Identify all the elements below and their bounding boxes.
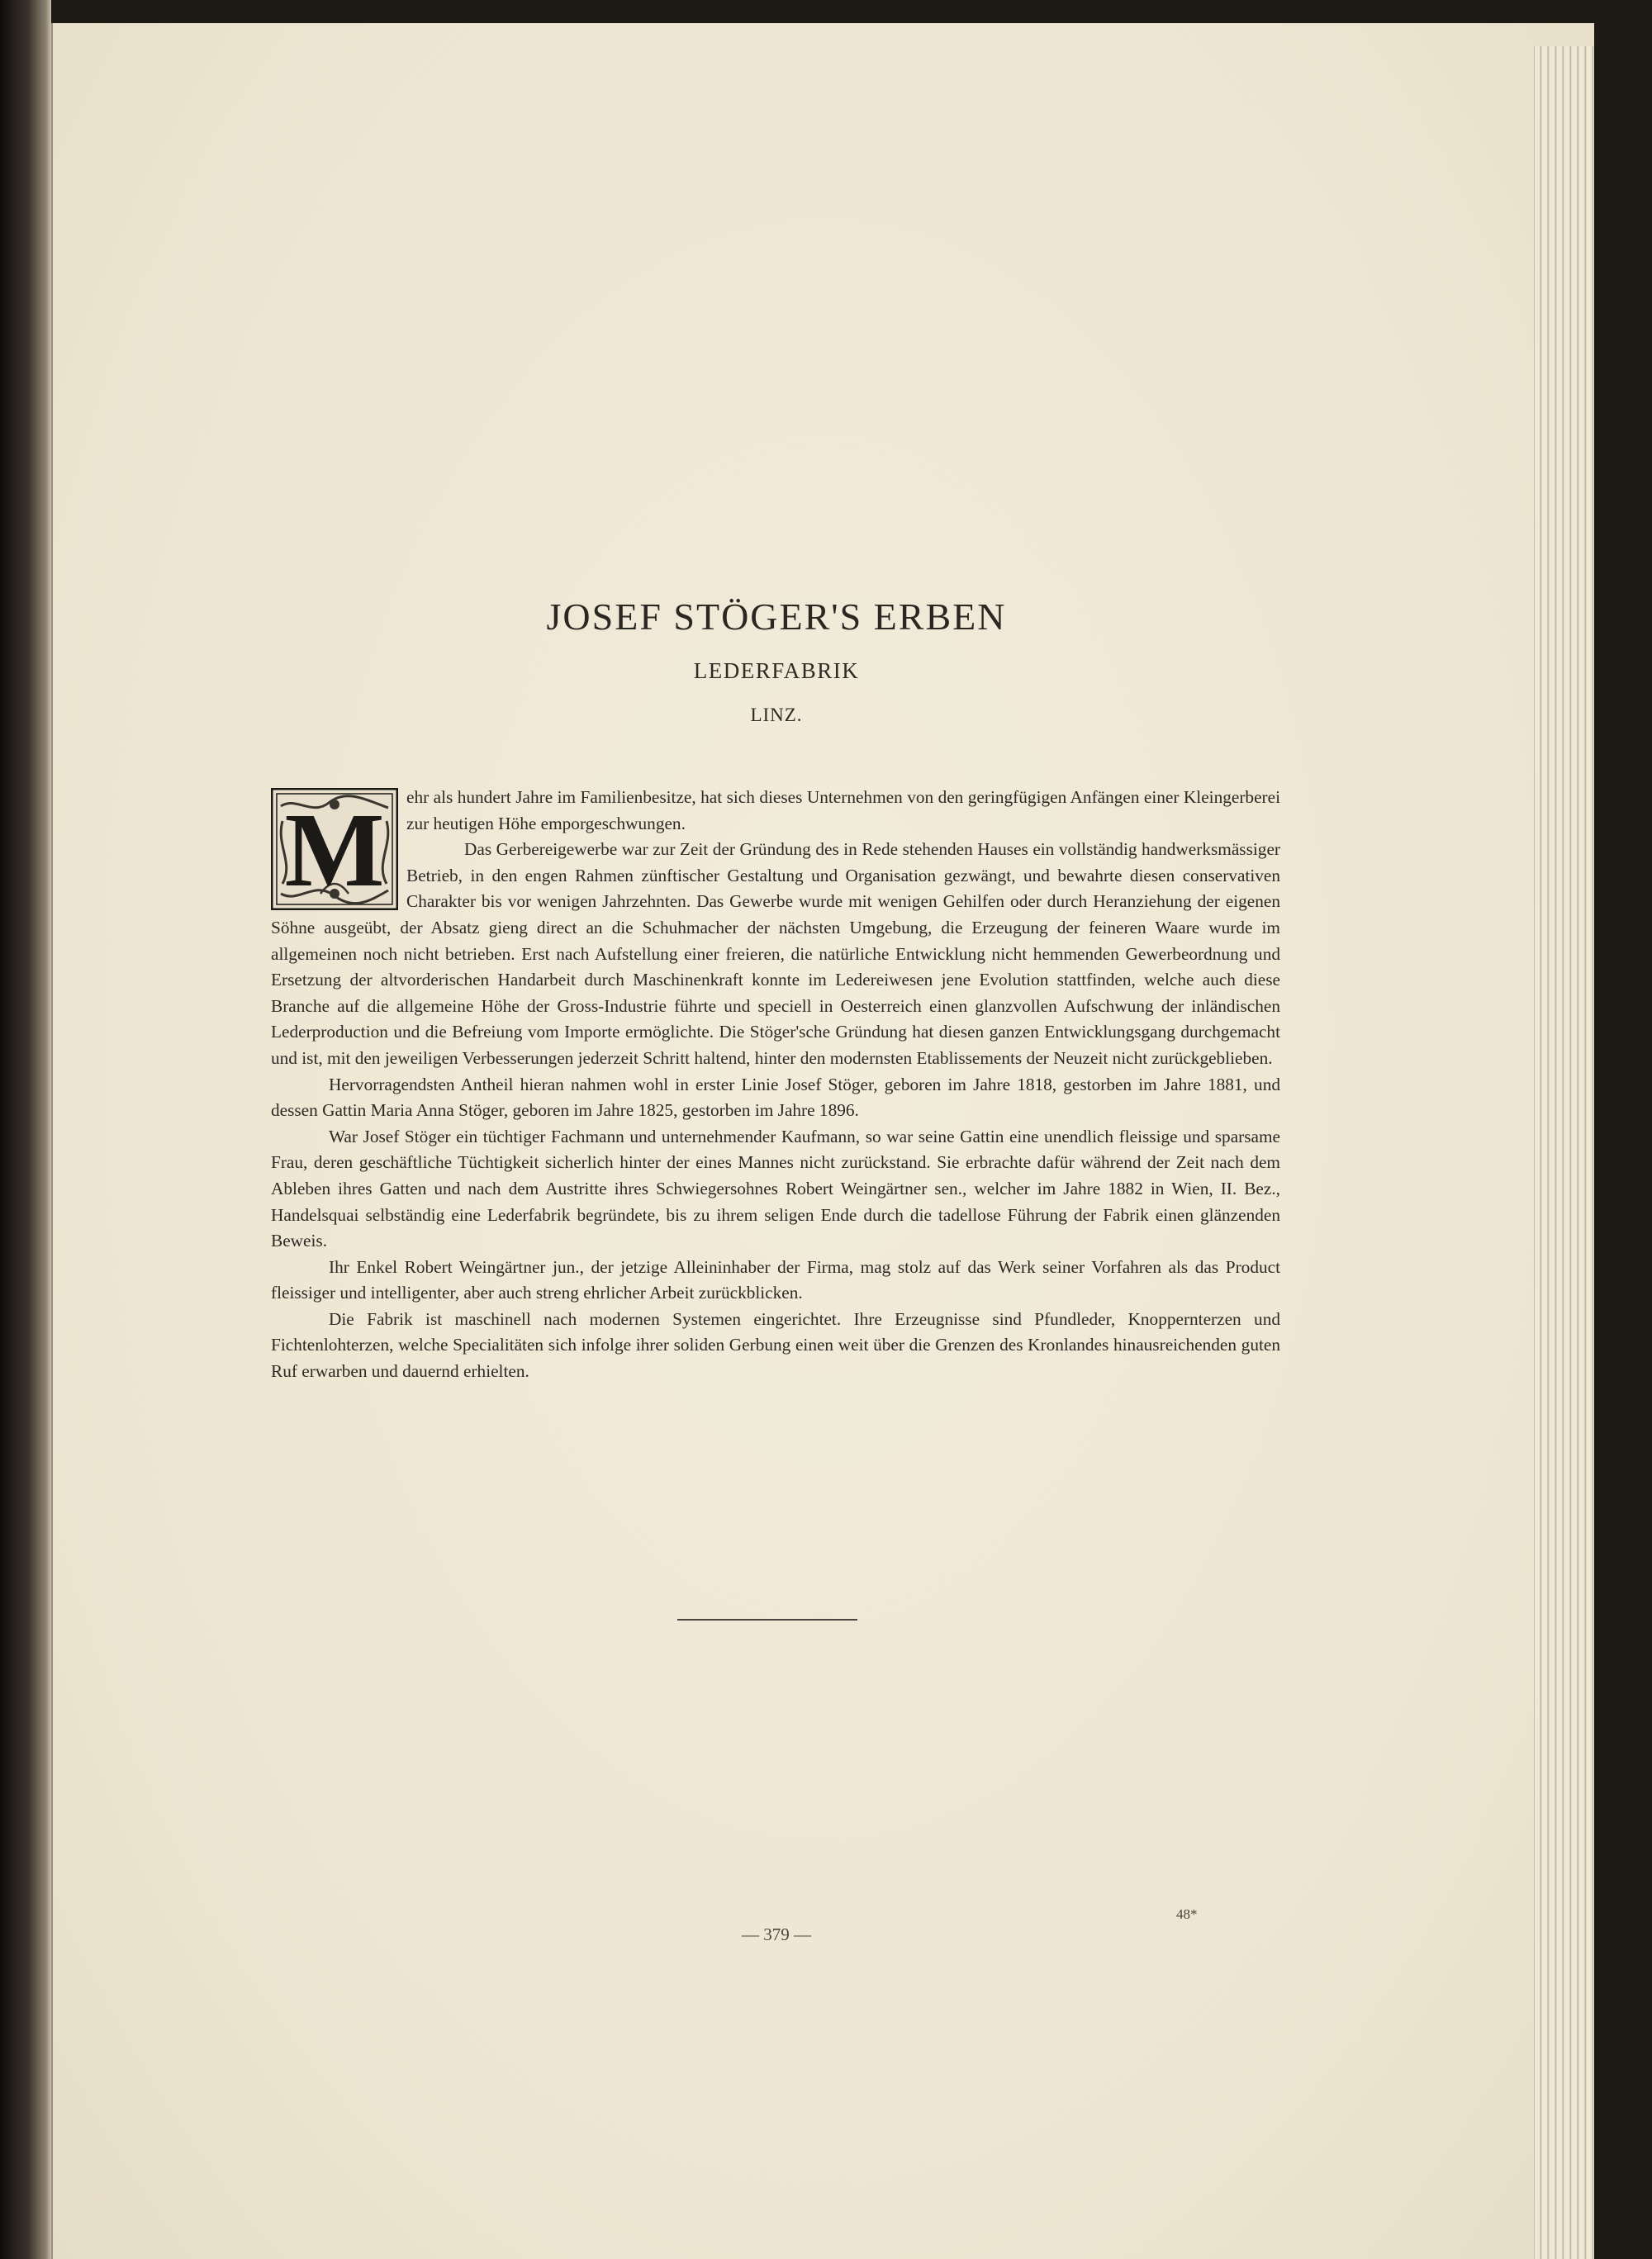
section-divider [677, 1619, 857, 1621]
book-gutter [0, 0, 51, 2259]
ornamented-initial-icon [271, 788, 398, 910]
article-body [271, 785, 1280, 1385]
paragraph-text: ehr als hundert Jahre im Familienbesitze, hat sich dieses Unternehmen von den geringfügigen Anfängen einer Kleingerberei zur heutigen Höhe emporgeschwungen. [406, 787, 1280, 833]
paragraph-1 [271, 785, 1280, 909]
page-subtitle: LEDERFABRIK [693, 658, 860, 683]
paragraph-6: Die Fabrik ist maschinell nach modernen Systemen eingerichtet. Ihre Erzeugnisse sind Pfundleder, Knoppernterzen und Fichtenlohterzen, welche Specialitäten sich infolge ihrer soliden Gerbung einen weit über die Grenzen des Kronlandes hinausreichenden guten Ruf erwarben und dauernd erhielten. [271, 1308, 1280, 1382]
page-edges [1534, 46, 1594, 2259]
signature-mark: 48* [1176, 1906, 1198, 1922]
paragraph-3: Hervorragendsten Antheil hieran nahmen wohl in erster Linie Josef Stöger, geboren im Jahre 1818, gestorben im Jahre 1881, und dessen Gattin Maria Anna Stöger, geboren im Jahre 1825, gestorben im Jahre 1896. [271, 1074, 1280, 1121]
scan-top-margin [51, 0, 1652, 23]
page-title: JOSEF STÖGER'S ERBEN [546, 596, 1007, 638]
initial-letter: M [284, 791, 385, 909]
place-name: LINZ. [750, 705, 803, 725]
paragraph-2: Das Gerbereigewerbe war zur Zeit der Gründung des in Rede stehenden Hauses ein vollständig handwerksmässiger Betrieb, in den engen Rahmen zünftischer Gestaltung und Organisation gezwängt, und bewahrte diesen conservativen Charakter bis vor wenigen Jahrzehnten. Das Gewerbe wurde mit wenigen Gehilfen oder durch Heranziehung der eigenen Söhne ausgeübt, der Absatz gieng direct an die Schuhmacher der nächsten Umgebung, die Erzeugung der feineren Waare wurde im allgemeinen noch nicht betrieben. Erst nach Aufstellung einer freieren, die natürliche Entwicklung nicht hemmenden Gewerbeordnung und Ersetzung der altvorderischen Handarbeit durch Maschinenkraft konnte im Ledereiwesen jene Evolution stattfinden, welche auch diese Branche auf die allgemeine Höhe der Gross-Industrie führte und speciell in Oesterreich einen glanzvollen Aufschwung der inländischen Lederproduction und die Befreiung vom Importe ermöglichte. Die Stöger'sche Gründung hat diesen ganzen Entwicklungsgang durchgemacht und ist, mit den jeweiligen Verbesserungen jederzeit Schritt haltend, hinter den modernsten Etablissements der Neuzeit nicht zurückgeblieben. [271, 839, 1280, 1068]
paragraph-4: War Josef Stöger ein tüchtiger Fachmann und unternehmender Kaufmann, so war seine Gattin eine unendlich fleissige und sparsame Frau, deren geschäftliche Tüchtigkeit sicherlich hinter der eines Mannes nicht zurückstand. Sie erbrachte dafür während der Zeit nach dem Ableben ihres Gatten und nach dem Austritte ihres Schwiegersohnes Robert Weingärtner sen., welcher im Jahre 1882 in Wien, II. Bez., Handelsquai selbständig eine Lederfabrik begründete, bis zu ihrem seligen Ende durch die tadellose Führung der Fabrik einen glänzenden Beweis. [271, 1126, 1280, 1251]
paragraph-5: Ihr Enkel Robert Weingärtner jun., der jetzige Alleininhaber der Firma, mag stolz auf das Werk seiner Vorfahren als das Product fleissiger und intelligenter, aber auch streng ehrlicher Arbeit zurückblicken. [271, 1256, 1280, 1303]
page-number: — 379 — [742, 1924, 811, 1944]
